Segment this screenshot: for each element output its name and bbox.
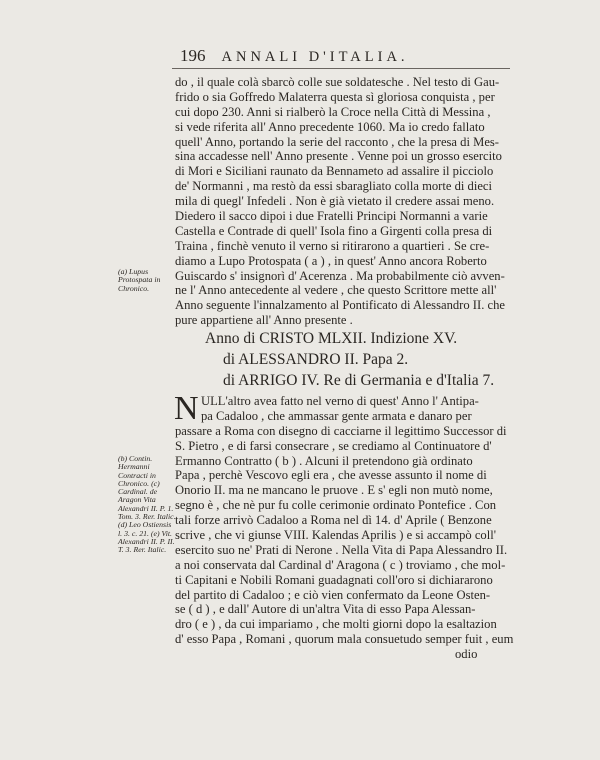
text-line: Castella e Contrade di quell' Isola fino a Girgenti colla presa di: [175, 223, 493, 238]
text-line: pure appartiene all' Anno presente .: [175, 313, 353, 328]
text-line: do , il quale colà sbarcò colle sue soldatesche . Nel testo di Gau-: [175, 75, 500, 89]
margin-note-a: (a) Lupus Protospata in Chronico.: [118, 267, 161, 293]
page-number: 196: [180, 46, 206, 65]
text-line: frido o sia Goffredo Malaterra questa sì gloriosa conquista , per: [175, 89, 495, 104]
running-title: ANNALI D'ITALIA.: [221, 49, 409, 65]
text-line: cui dopo 230. Anni si rialberò la Croce nella Città di Messina ,: [175, 104, 491, 119]
text-line: esercito suo ne' Prati di Nerone . Nella Vita di Papa Alessandro II.: [175, 542, 508, 557]
body-text-top: [175, 75, 515, 328]
drop-cap: N: [174, 390, 199, 427]
text-line: si vede riferita all' Anno precedente 1060. Ma io credo fallato: [175, 119, 485, 134]
text-line: di Mori e Siciliani raunato da Bennameto ad assalire il picciolo: [175, 164, 494, 179]
text-line: pa Cadaloo , che ammassar gente armata e danaro per: [201, 408, 472, 423]
heading-king: di ARRIGO IV. Re di Germania e d'Italia 7.: [223, 372, 495, 389]
text-line: Ermanno Contratto ( b ) . Alcuni il pretendono già ordinato: [175, 453, 473, 468]
header-rule: [172, 68, 510, 69]
text-line: diamo a Lupo Protospata ( a ) , in quest' Anno ancora Roberto: [175, 253, 487, 268]
text-line: Anno seguente l'innalzamento al Pontificato di Alessandro II. che: [175, 298, 505, 313]
text-line: Onorio II. ma ne mancano le pruove . E s' egli non mutò nome,: [175, 483, 493, 498]
text-line: Guiscardo s' insignorì d' Acerenza . Ma probabilmente ciò avven-: [175, 268, 505, 283]
text-line: d' esso Papa , Romani , quorum mala consuetudo semper fuit , eum: [175, 632, 514, 647]
text-line: ne l' Anno antecedente al vedere , che questo Scrittore mette all': [175, 283, 497, 298]
text-line: S. Pietro , e di farsi consecrare , se crediamo al Continuatore d': [175, 438, 492, 453]
text-line: ULL'altro avea fatto nel verno di quest' Anno l' Antipa-: [201, 394, 479, 408]
text-line: passare a Roma con disegno di cacciarne il legittimo Successor di: [175, 423, 507, 438]
text-line: scrive , che vi giunse VIII. Kalendas Aprilis ) e si accampò coll': [175, 528, 496, 543]
text-line: a noi conservata dal Cardinal d' Aragona ( c ) troviamo , che mol-: [175, 557, 506, 572]
text-line: quell' Anno, portando la serie del racconto , che la presa di Mes-: [175, 134, 499, 149]
body-text-section: [174, 390, 515, 662]
text-line: dro ( e ) , da cui impariamo , che molti giorni dopo la esaltazion: [175, 617, 497, 632]
text-line: Diedero il sacco dipoi i due Fratelli Principi Normanni a varie: [175, 209, 488, 224]
heading-pope: di ALESSANDRO II. Papa 2.: [223, 351, 409, 368]
heading-year: Anno di CRISTO MLXII. Indizione XV.: [205, 330, 458, 347]
text-line: Papa , perchè Vescovo egli era , che avesse assunto il nome di: [175, 468, 487, 483]
text-line: mila di quegl' Infedeli . Non è già vietato il credere assai meno.: [175, 194, 495, 209]
text-line: ti Capitani e Nobili Romani guadagnati coll'oro si dichiararono: [175, 572, 493, 587]
text-line: tali forze arrivò Cadaloo a Roma nel dì 14. d' Aprile ( Benzone: [175, 513, 492, 528]
text-line: Traina , finchè venuto il verno si ritirarono a quartieri . Se cre-: [175, 238, 490, 253]
text-line: se ( d ) , e dall' Autore di un'altra Vita di esso Papa Alessan-: [175, 602, 476, 617]
margin-notes-bcde: (b) Contin. Hermanni Contracti in Chronico. (c) Cardinal. de Aragon Vita Alexandri II. P. 1. Tom. 3. Rer. Italic. (d) Leo Ostiensis l. 3. c. 21. (e) Vit. Alexandri II. P. II. T. 3. Rer. Italic.: [118, 454, 176, 555]
text-line: segno è , che nè pur fu colle cerimonie ordinato Pontefice . Con: [175, 498, 497, 513]
text-line: de' Normanni , ma restò da essi sbaragliato colla morte di dieci: [175, 179, 493, 194]
text-line: del partito di Cadaloo ; e ciò vien confermato da Leone Osten-: [175, 587, 491, 602]
catchword: odio: [455, 647, 478, 662]
page-header: [180, 46, 510, 66]
text-line: sina accadesse nell' Anno presente . Venne poi un grosso esercito: [175, 149, 502, 164]
year-heading: [205, 328, 585, 391]
